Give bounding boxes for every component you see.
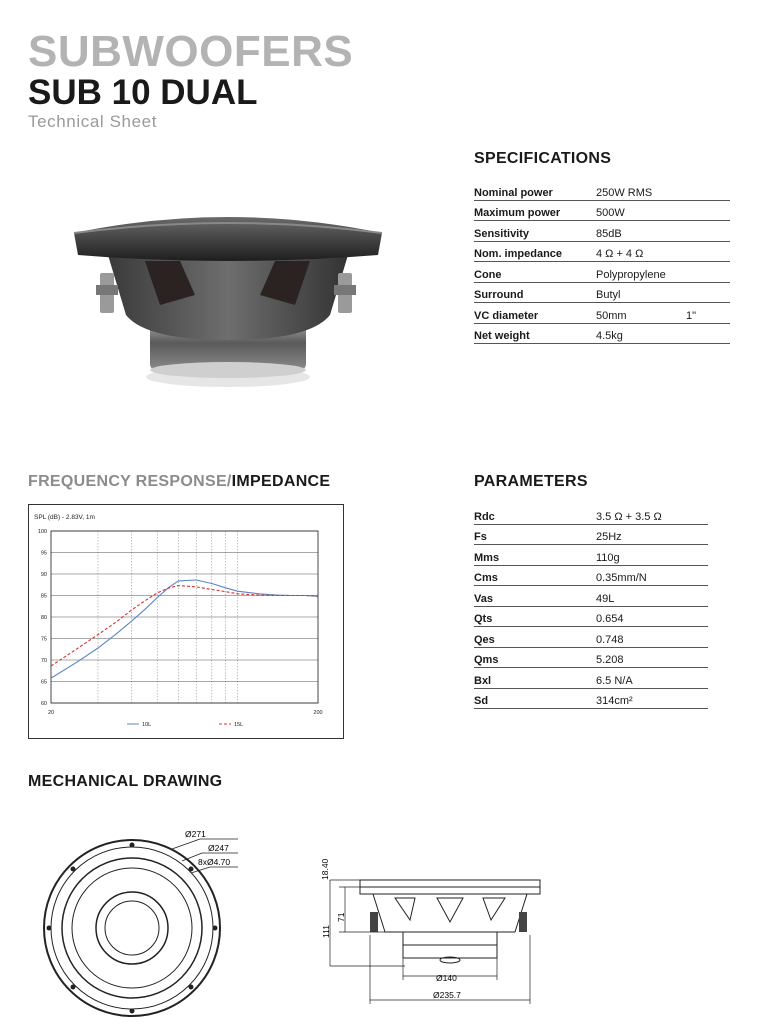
specifications-title: SPECIFICATIONS	[474, 150, 612, 167]
spec-label: Nom. impedance	[474, 241, 596, 262]
parameters-title: PARAMETERS	[474, 473, 588, 490]
spec-extra	[686, 200, 730, 221]
param-row	[474, 545, 708, 566]
dim-h71: 71	[336, 912, 346, 922]
x-tick-label: 200	[313, 710, 323, 716]
spec-extra	[686, 180, 730, 200]
param-row	[474, 668, 708, 689]
spec-value: Butyl	[596, 282, 686, 303]
param-label: Qms	[474, 647, 596, 668]
series-line-10L	[51, 580, 318, 678]
dim-holes: 8xØ4.70	[198, 857, 231, 867]
spec-row	[474, 262, 730, 283]
spec-extra: 1"	[686, 303, 730, 324]
dim-d247: Ø247	[208, 843, 229, 853]
chart-title: SPL (dB) - 2.83V, 1m	[34, 514, 95, 521]
param-label: Mms	[474, 545, 596, 566]
y-tick-label: 65	[40, 679, 47, 686]
param-value: 25Hz	[596, 524, 708, 545]
spec-label: Nominal power	[474, 180, 596, 200]
param-row	[474, 606, 708, 627]
y-tick-label: 90	[40, 572, 47, 578]
dim-d271: Ø271	[185, 829, 206, 839]
spec-label: Surround	[474, 282, 596, 303]
mechanical-drawing-title: MECHANICAL DRAWING	[28, 773, 223, 790]
spec-label: Maximum power	[474, 200, 596, 221]
param-label: Bxl	[474, 668, 596, 689]
spec-value: Polypropylene	[596, 262, 686, 283]
model-title: SUB 10 DUAL	[28, 73, 258, 112]
y-tick-label: 95	[40, 550, 47, 557]
frequency-response-title-part2: IMPEDANCE	[231, 473, 331, 490]
spec-value: 4 Ω + 4 Ω	[596, 241, 686, 262]
specifications-table	[474, 180, 730, 344]
param-row	[474, 565, 708, 586]
category-title: SUBWOOFERS	[28, 27, 354, 76]
param-row	[474, 688, 708, 709]
param-label: Fs	[474, 524, 596, 545]
spec-value: 250W RMS	[596, 180, 686, 200]
spec-label: VC diameter	[474, 303, 596, 324]
spec-extra	[686, 282, 730, 303]
param-label: Vas	[474, 586, 596, 607]
param-row	[474, 504, 708, 524]
spec-extra	[686, 262, 730, 283]
y-tick-label: 100	[37, 529, 47, 535]
param-row	[474, 627, 708, 648]
spec-row	[474, 323, 730, 344]
param-label: Rdc	[474, 504, 596, 524]
y-tick-label: 85	[40, 593, 47, 600]
param-value: 3.5 Ω + 3.5 Ω	[596, 504, 708, 524]
frequency-response-title	[28, 473, 330, 491]
param-row	[474, 524, 708, 545]
legend-label: 10L	[142, 722, 152, 728]
spec-extra	[686, 221, 730, 242]
param-row	[474, 586, 708, 607]
param-label: Sd	[474, 688, 596, 709]
spec-label: Net weight	[474, 323, 596, 344]
front-view-drawing	[40, 825, 240, 1030]
param-value: 0.654	[596, 606, 708, 627]
subwoofer-product-image	[60, 195, 395, 395]
y-tick-label: 60	[40, 701, 47, 707]
param-label: Qts	[474, 606, 596, 627]
spec-value: 4.5kg	[596, 323, 686, 344]
param-value: 49L	[596, 586, 708, 607]
legend-label: 15L	[234, 722, 244, 728]
param-value: 6.5 N/A	[596, 668, 708, 689]
param-value: 110g	[596, 545, 708, 566]
param-value: 0.748	[596, 627, 708, 648]
spec-row	[474, 282, 730, 303]
spec-extra	[686, 323, 730, 344]
dim-d2357: Ø235.7	[433, 990, 461, 1000]
spec-label: Cone	[474, 262, 596, 283]
spec-extra	[686, 241, 730, 262]
y-tick-label: 70	[40, 658, 47, 664]
param-value: 0.35mm/N	[596, 565, 708, 586]
y-tick-label: 75	[40, 636, 47, 643]
param-value: 314cm²	[596, 688, 708, 709]
chart-svg	[29, 505, 343, 738]
dim-h111: 111	[321, 925, 331, 938]
param-label: Qes	[474, 627, 596, 648]
spec-value: 85dB	[596, 221, 686, 242]
parameters-table	[474, 504, 708, 709]
y-tick-label: 80	[40, 615, 47, 621]
spec-row	[474, 200, 730, 221]
spec-row	[474, 221, 730, 242]
spec-label: Sensitivity	[474, 221, 596, 242]
spec-value: 500W	[596, 200, 686, 221]
dim-h1840: 18.40	[320, 858, 330, 880]
spec-row	[474, 303, 730, 324]
param-label: Cms	[474, 565, 596, 586]
sheet-subtitle: Technical Sheet	[28, 112, 158, 131]
x-tick-label: 20	[47, 710, 55, 716]
series-line-15L	[51, 586, 318, 666]
frequency-response-title-part1: FREQUENCY RESPONSE/	[28, 473, 232, 490]
side-view-drawing	[315, 850, 555, 1010]
spec-value: 50mm	[596, 303, 686, 324]
param-row	[474, 647, 708, 668]
dim-d140: Ø140	[436, 973, 457, 983]
param-value: 5.208	[596, 647, 708, 668]
spec-row	[474, 241, 730, 262]
spec-row	[474, 180, 730, 200]
frequency-response-chart	[28, 504, 344, 739]
